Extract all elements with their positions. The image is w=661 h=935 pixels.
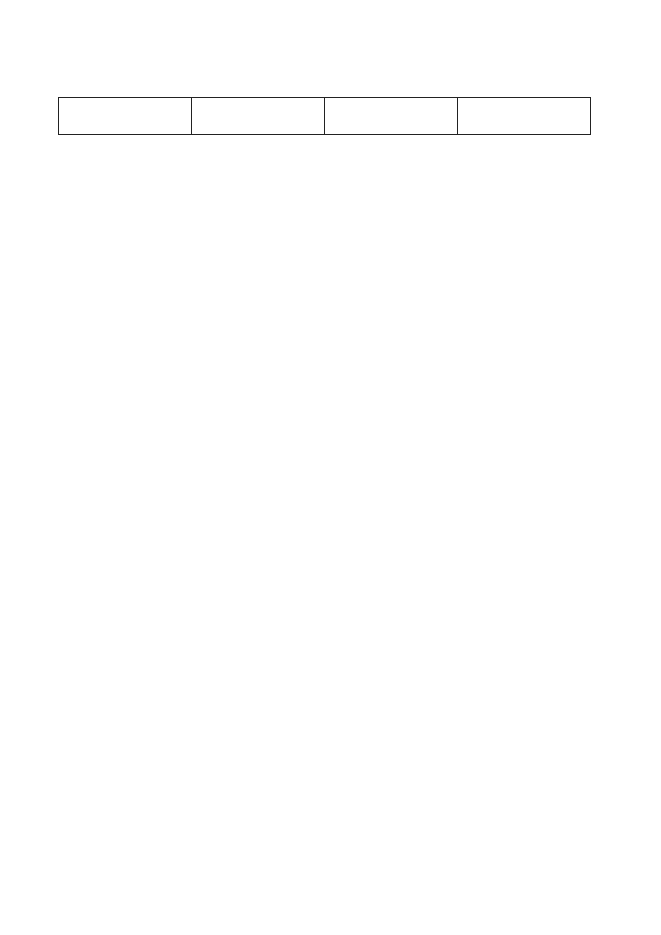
table-header-row [59,98,591,135]
header-minor [59,98,192,135]
header-moderate [192,98,325,135]
impact-classification-table [58,97,591,135]
header-severe [458,98,591,135]
page-content [60,84,590,135]
header-serious [325,98,458,135]
